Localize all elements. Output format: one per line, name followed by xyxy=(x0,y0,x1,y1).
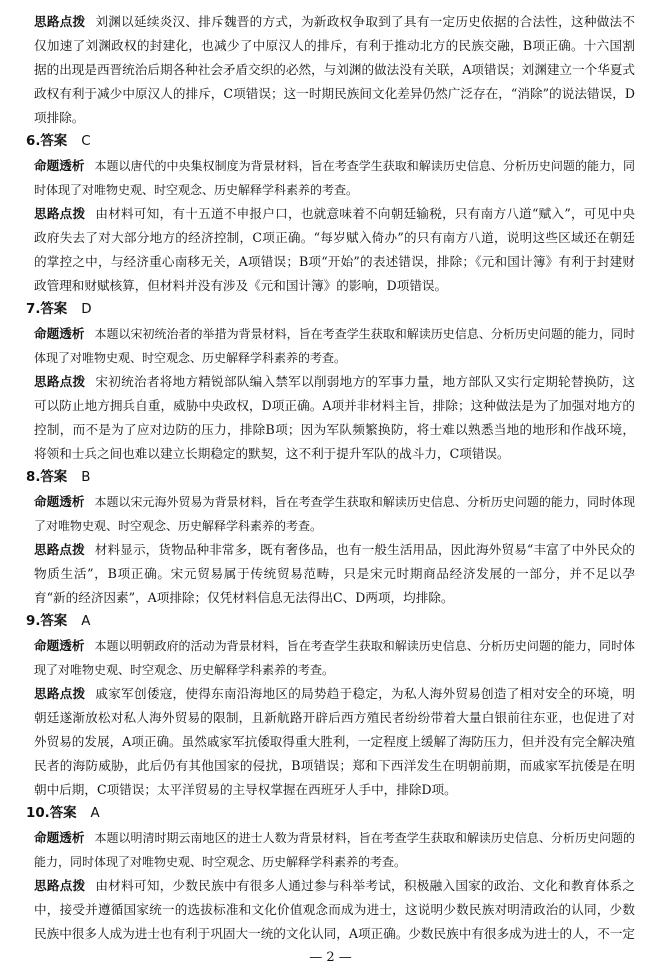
q8-num: 8. xyxy=(26,470,41,485)
q7-analysis-label: 思路点拨 xyxy=(34,374,86,389)
q8-analysis-text: 材料显示，货物品种非常多，既有奢侈品，也有一般生活用品，因此海外贸易“丰富了中外民众的物质生活”，B项正确。宋元贸易属于传统贸易范畴，只是宋元时期商品经济发展的一部分，并不足以孕育“新的经济因素”，A项排除；仅凭材料信息无法得出C、D两项，均排除。 xyxy=(34,542,635,605)
q8-analysis xyxy=(26,538,635,610)
q6-num: 6. xyxy=(26,134,41,149)
q9-answer xyxy=(26,610,635,634)
q7-analysis xyxy=(26,370,635,466)
q6-answer xyxy=(26,130,635,154)
q10-answer xyxy=(26,802,635,826)
q9-num: 9. xyxy=(26,614,41,629)
q6-analysis xyxy=(26,202,635,298)
q9-intent-label: 命题透析 xyxy=(34,638,85,653)
q6-intent-label: 命题透析 xyxy=(34,158,85,173)
q6-answer-value: C xyxy=(81,134,91,149)
q7-intent xyxy=(26,322,635,370)
q5-analysis xyxy=(26,10,635,130)
q8-intent xyxy=(26,490,635,538)
q5-analysis-text: 刘渊以延续炎汉、排斥魏晋的方式，为新政权争取到了具有一定历史依据的合法性，这种做法不仅加速了刘渊政权的封建化，也减少了中原汉人的排斥，有利于推动北方的民族交融，B项正确。十六国割据的出现是西晋统治后期各种社会矛盾交织的必然，与刘渊的做法没有关联，A项错误；刘渊建立一个华夏式政权有利于减少中原汉人的排斥，C项错误；这一时期民族间文化差异仍然广泛存在，“消除”的说法错误，D项排除。 xyxy=(34,14,636,125)
q9-analysis-text: 戚家军创倭寇，使得东南沿海地区的局势趋于稳定，为私人海外贸易创造了相对安全的环境，明朝廷遂渐放松对私人海外贸易的限制，且新航路开辟后西方殖民者纷纷带着大量白银前往东亚，也促进了对外贸易的发展，A项正确。虽然戚家军抗倭取得重大胜利，一定程度上缓解了海防压力，但并没有完全解决殖民者的海防威胁，此后仍有其他国家的侵扰，B项错误；郑和下西洋发生在明朝前期，而戚家军抗倭是在明朝中后期，C项错误；太平洋贸易的主导权掌握在西班牙人手中，排除D项。 xyxy=(34,686,636,797)
q7-num: 7. xyxy=(26,302,41,317)
q9-intent xyxy=(26,634,635,682)
q6-analysis-label: 思路点拨 xyxy=(34,206,86,221)
q9-analysis-label: 思路点拨 xyxy=(34,686,86,701)
q10-analysis-text: 由材料可知，少数民族中有很多人通过参与科举考试，积极融入国家的政治、文化和教育体系之中，接受并遵循国家统一的选拔标准和文化价值观念而成为进士，这说明少数民族对明清政治的认同，少数民族中很多人成为进士也有利于巩固大一统的文化认同，A项正确。少数民族中有很多成为进士的人，不一定 xyxy=(34,878,636,941)
q9-analysis xyxy=(26,682,635,802)
q7-answer-label: 答案 xyxy=(40,302,68,317)
q9-answer-label: 答案 xyxy=(40,614,68,629)
q10-answer-label: 答案 xyxy=(49,806,77,821)
q7-answer xyxy=(26,298,635,322)
q7-analysis-text: 宋初统治者将地方精锐部队编入禁军以削弱地方的军事力量，地方部队又实行定期轮替换防，这可以防止地方拥兵自重，威胁中央政权，D项正确。A项并非材料主旨，排除；这种做法是为了加强对地方的控制，而不是为了应对边防的压力，排除B项；因为军队频繁换防，将士难以熟悉当地的地形和作战环境，将领和士兵之间也难以建立长期稳定的默契，这不利于提升军队的战斗力，C项错误。 xyxy=(34,374,636,461)
q8-intent-text: 本题以宋元海外贸易为背景材料，旨在考查学生获取和解读历史信息、分析历史问题的能力，同时体现了对唯物史观、时空观念、历史解释学科素养的考查。 xyxy=(34,495,636,533)
q7-intent-text: 本题以宋初统治者的举措为背景材料，旨在考查学生获取和解读历史信息、分析历史问题的能力，同时体现了对唯物史观、时空观念、历史解释学科素养的考查。 xyxy=(34,327,636,365)
q6-intent-text: 本题以唐代的中央集权制度为背景材料，旨在考查学生获取和解读历史信息、分析历史问题的能力，同时体现了对唯物史观、时空观念、历史解释学科素养的考查。 xyxy=(34,159,636,197)
q8-analysis-label: 思路点拨 xyxy=(34,542,85,557)
q9-intent-text: 本题以明朝政府的活动为背景材料，旨在考查学生获取和解读历史信息、分析历史问题的能力，同时体现了对唯物史观、时空观念、历史解释学科素养的考查。 xyxy=(34,639,636,677)
q10-intent xyxy=(26,826,635,874)
q8-answer-label: 答案 xyxy=(40,470,68,485)
q8-intent-label: 命题透析 xyxy=(34,494,85,509)
q7-answer-value: D xyxy=(81,302,92,317)
q5-analysis-label: 思路点拨 xyxy=(34,14,86,29)
page-number: — 2 — xyxy=(309,950,352,965)
q6-analysis-text: 由材料可知，有十五道不申报户口，也就意味着不向朝廷输税，只有南方八道“赋入”，可见中央政府失去了对大部分地方的经济控制，C项正确。“每岁赋入倚办”的只有南方八道，说明这些区域还在朝廷的掌控之中，与经济重心南移无关，A项错误；B项“开始”的表述错误，排除；《元和国计簿》有利于封建财政管理和财赋核算，但材料并没有涉及《元和国计簿》的影响，D项错误。 xyxy=(34,206,635,293)
q7-intent-label: 命题透析 xyxy=(34,326,85,341)
q10-answer-value: A xyxy=(90,806,100,821)
q10-intent-label: 命题透析 xyxy=(34,830,85,845)
q9-answer-value: A xyxy=(81,614,91,629)
q10-analysis-label: 思路点拨 xyxy=(34,878,86,893)
q8-answer xyxy=(26,466,635,490)
q10-num: 10. xyxy=(26,806,50,821)
q10-analysis xyxy=(26,874,635,946)
q6-intent xyxy=(26,154,635,202)
q6-answer-label: 答案 xyxy=(40,134,68,149)
q8-answer-value: B xyxy=(81,470,91,485)
q10-intent-text: 本题以明清时期云南地区的进士人数为背景材料，旨在考查学生获取和解读历史信息、分析历史问题的能力，同时体现了对唯物史观、时空观念、历史解释学科素养的考查。 xyxy=(34,831,636,869)
